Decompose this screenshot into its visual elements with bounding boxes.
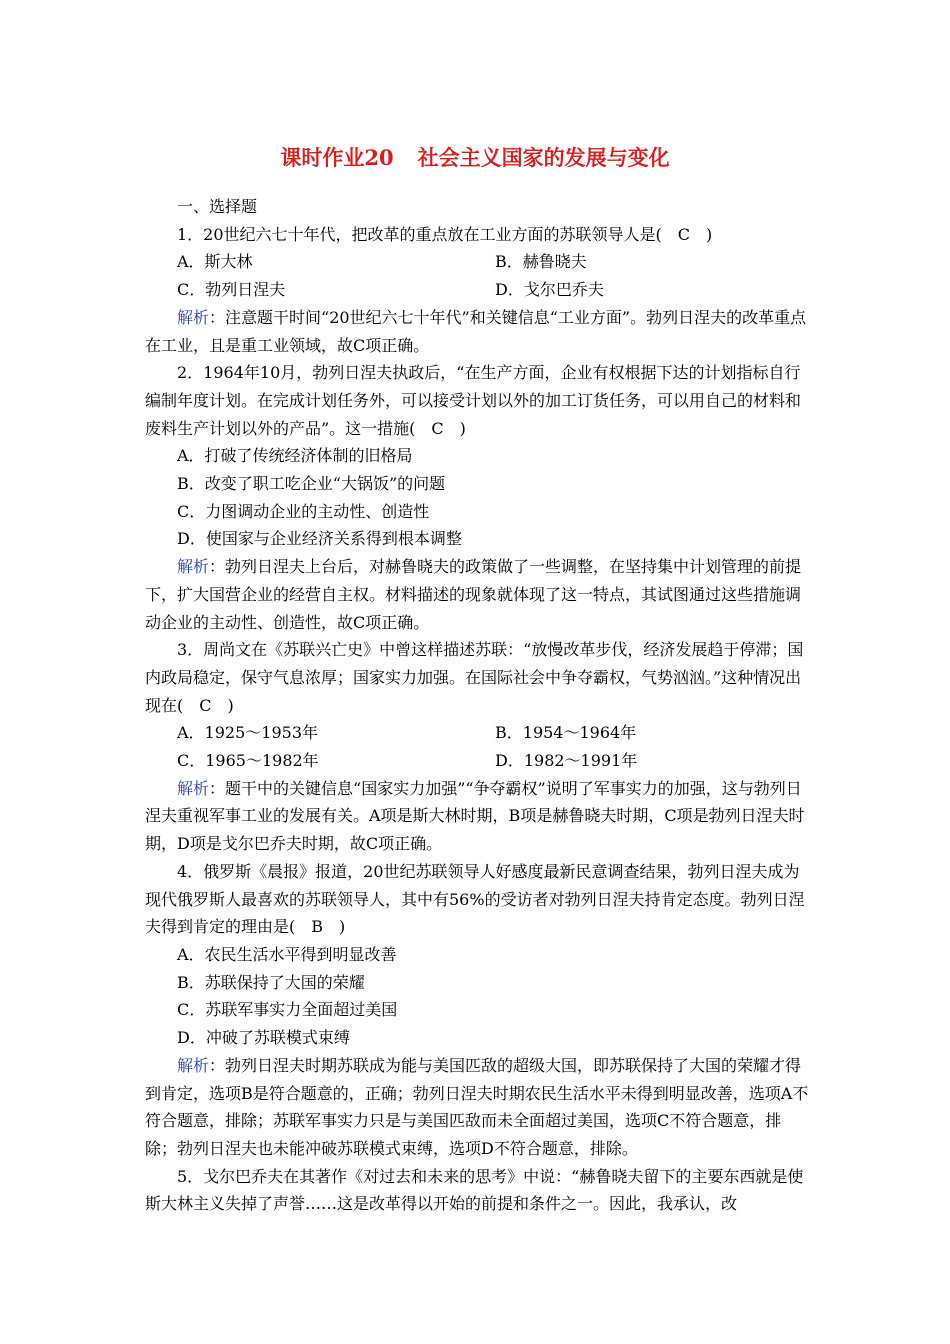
question-2-stem: 2．1964年10月，勃列日涅夫执政后，“在生产方面，企业有权根据下达的计划指标自行编制年度计划。在完成计划任务外，可以接受计划以外的加工订货任务，可以用自己的材料和废料生产计划以外的产品”。这一措施( C )	[145, 363, 802, 438]
analysis-label: 解析	[177, 557, 210, 577]
question-2-option-b: B．改变了职工吃企业“大锅饭”的问题	[177, 474, 446, 494]
question-2-option-d: D．使国家与企业经济关系得到根本调整	[177, 529, 462, 549]
question-1-analysis	[145, 304, 813, 359]
question-4-stem: 4．俄罗斯《晨报》报道，20世纪苏联领导人好感度最新民意调查结果，勃列日涅夫成为现代俄罗斯人最喜欢的苏联领导人，其中有56%的受访者对勃列日涅夫持肯定态度。勃列日涅夫得到肯定的理由是( B )	[145, 861, 805, 937]
question-4-option-a: A．农民生活水平得到明显改善	[177, 944, 397, 964]
analysis-text: ：勃列日涅夫时期苏联成为能与美国匹敌的超级大国，即苏联保持了大国的荣耀才得到肯定，选项B是符合题意的，正确；勃列日涅夫时期农民生活水平未得到明显改善，选项A不符合题意，排除；苏联军事实力只是与美国匹敌而未全面超过美国，选项C不符合题意，排除；勃列日涅夫也未能冲破苏联模式束缚，选项D不符合题意，排除。	[145, 1055, 809, 1158]
question-2-analysis	[145, 553, 813, 636]
question-1-option-b: B．赫鲁晓夫	[495, 252, 587, 272]
question-1-options-row-1	[145, 248, 813, 276]
question-3-stem: 3．周尚文在《苏联兴亡史》中曾这样描述苏联：“放慢改革步伐，经济发展趋于停滞；国内政局稳定，保守气息浓厚；国家实力加强。在国际社会中争夺霸权，气势汹汹。”这种情况出现在( C )	[145, 640, 804, 715]
question-1-option-d: D．戈尔巴乔夫	[495, 280, 604, 300]
analysis-label: 解析	[177, 1055, 210, 1075]
question-3-option-c: C．1965～1982年	[177, 751, 319, 771]
question-1-stem: 1．20世纪六七十年代，把改革的重点放在工业方面的苏联领导人是( C )	[177, 224, 713, 244]
analysis-label: 解析	[177, 307, 210, 327]
question-4-analysis	[145, 1052, 813, 1163]
question-1-option-a: A．斯大林	[177, 252, 253, 272]
document-body	[145, 193, 813, 1218]
analysis-text: ：注意题干时间“20世纪六七十年代”和关键信息“工业方面”。勃列日涅夫的改革重点在工业，且是重工业领域，故C项正确。	[145, 307, 807, 355]
analysis-text: ：勃列日涅夫上台后，对赫鲁晓夫的政策做了一些调整，在坚持集中计划管理的前提下，扩大国营企业的经营自主权。材料描述的现象就体现了这一特点，其试图通过这些措施调动企业的主动性、创造性，故C项正确。	[145, 557, 802, 632]
question-1-options-row-2	[145, 276, 813, 304]
question-3-analysis	[145, 775, 813, 858]
question-2-option-a: A．打破了传统经济体制的旧格局	[177, 446, 413, 466]
title-sub: 社会主义国家的发展与变化	[417, 145, 670, 170]
question-1-option-c: C．勃列日涅夫	[177, 280, 286, 300]
question-3-option-b: B．1954～1964年	[495, 723, 637, 743]
section-heading: 一、选择题	[177, 197, 258, 216]
question-3-option-d: D．1982～1991年	[495, 751, 638, 771]
question-4-option-d: D．冲破了苏联模式束缚	[177, 1028, 350, 1048]
question-5-stem: 5．戈尔巴乔夫在其著作《对过去和未来的思考》中说：“赫鲁晓夫留下的主要东西就是使斯大林主义失掉了声誉……这是改革得以开始的前提和条件之一。因此，我承认，改	[145, 1166, 804, 1214]
title-main: 课时作业20	[280, 145, 394, 170]
analysis-label: 解析	[177, 778, 210, 798]
question-4-option-b: B．苏联保持了大国的荣耀	[177, 972, 365, 992]
question-3-option-a: A．1925～1953年	[177, 723, 318, 743]
question-3-options-row-2	[145, 747, 813, 775]
question-4-option-c: C．苏联军事实力全面超过美国	[177, 1000, 398, 1020]
question-2-option-c: C．力图调动企业的主动性、创造性	[177, 501, 430, 521]
page-title	[0, 142, 950, 174]
question-3-options-row-1	[145, 719, 813, 747]
analysis-text: ：题干中的关键信息“国家实力加强”“争夺霸权”说明了军事实力的加强，这与勃列日涅夫重视军事工业的发展有关。A项是斯大林时期，B项是赫鲁晓夫时期，C项是勃列日涅夫时期，D项是戈尔巴乔夫时期，故C项正确。	[145, 778, 805, 854]
